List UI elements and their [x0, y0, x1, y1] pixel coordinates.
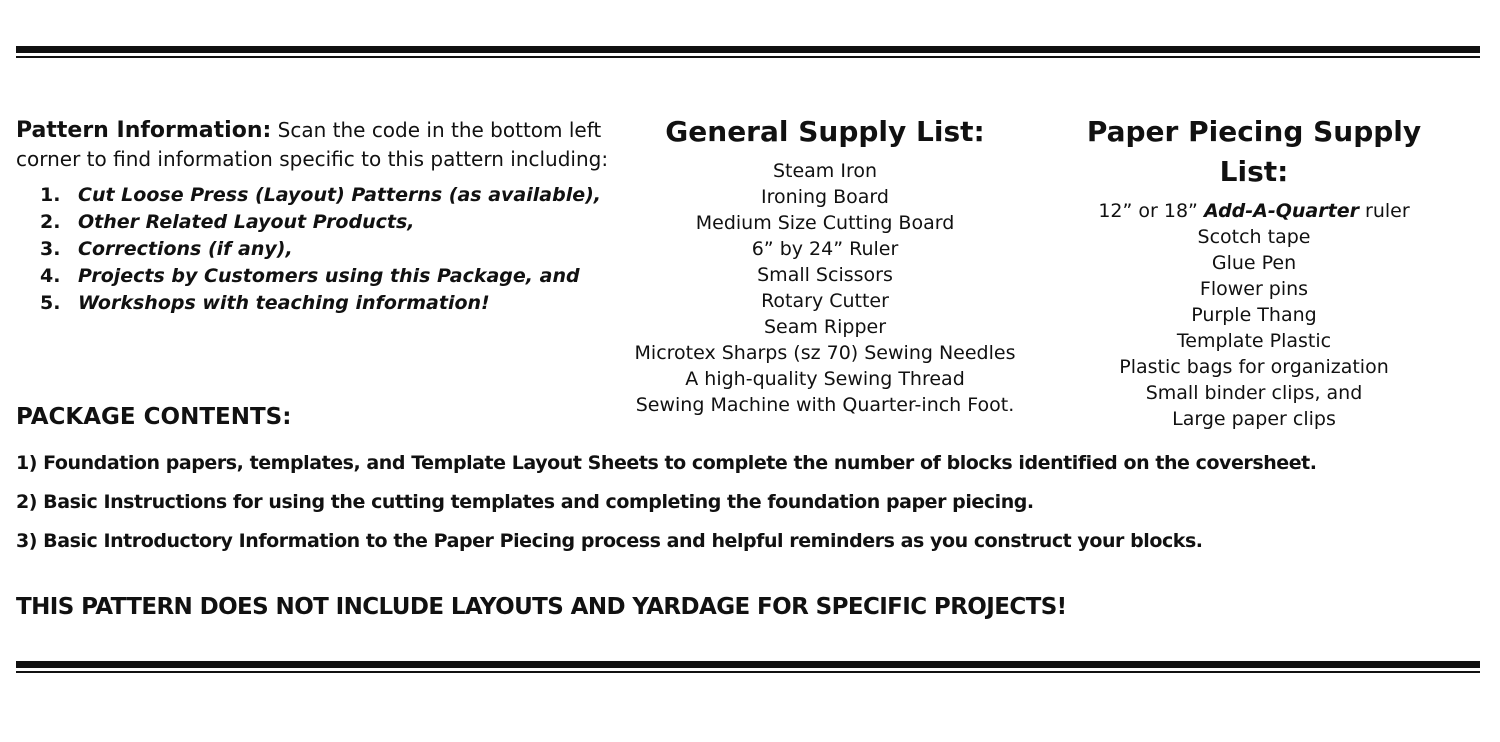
list-item: Template Plastic: [1176, 330, 1332, 352]
general-supply-title: General Supply List:: [665, 115, 985, 148]
list-item: Large paper clips: [1172, 408, 1336, 430]
list-item: Microtex Sharps (sz 70) Sewing Needles: [634, 342, 1016, 364]
list-item: 2) Basic Instructions for using the cutting templates and completing the foundation paper piecing.: [16, 491, 1034, 513]
package-contents-heading: PACKAGE CONTENTS:: [16, 404, 292, 430]
list-item: 5. Workshops with teaching information!: [40, 292, 490, 314]
paper-piecing-supply-title: Paper Piecing Supply List:: [1086, 115, 1422, 188]
list-item: Plastic bags for organization: [1119, 356, 1389, 378]
list-item: 6” by 24” Ruler: [751, 238, 899, 260]
list-item: Medium Size Cutting Board: [695, 212, 955, 234]
paper-piecing-supply-list: [1054, 112, 1454, 432]
package-contents-list: [16, 452, 1486, 569]
list-item: Small Scissors: [757, 264, 893, 286]
list-item: Seam Ripper: [763, 316, 887, 338]
list-item: Steam Iron: [772, 160, 878, 182]
list-item: 4. Projects by Customers using this Package, and: [40, 265, 580, 287]
pattern-information-text: Scan the code in the bottom left corner to find information specific to this pattern including:: [16, 118, 609, 171]
list-item: 2. Other Related Layout Products,: [40, 211, 415, 233]
list-item: Sewing Machine with Quarter-inch Foot.: [635, 394, 1015, 416]
list-item: 1) Foundation papers, templates, and Template Layout Sheets to complete the number of blocks identified on the coversheet.: [16, 452, 1317, 474]
paper-piecing-supply-items: [1054, 198, 1454, 432]
bottom-divider: [16, 661, 1480, 673]
list-item: A high-quality Sewing Thread: [685, 368, 965, 390]
list-item: Ironing Board: [761, 186, 889, 208]
list-item: Purple Thang: [1191, 304, 1317, 326]
list-item: Scotch tape: [1197, 226, 1311, 248]
list-item: 3. Corrections (if any),: [40, 238, 293, 260]
pattern-notice: THIS PATTERN DOES NOT INCLUDE LAYOUTS AND YARDAGE FOR SPECIFIC PROJECTS!: [16, 594, 1067, 620]
list-item: 3) Basic Introductory Information to the Paper Piecing process and helpful reminders as you construct your blocks.: [16, 530, 1203, 552]
list-item: Small binder clips, and: [1145, 382, 1363, 404]
list-item: Flower pins: [1199, 278, 1309, 300]
pattern-information-list: [16, 182, 616, 317]
general-supply-items: [610, 158, 1040, 418]
list-item: 12” or 18” Add-A-Quarter ruler: [1098, 200, 1410, 222]
list-item: Glue Pen: [1211, 252, 1297, 274]
pattern-information-heading: Pattern Information:: [16, 118, 272, 143]
top-divider: [16, 46, 1480, 58]
pattern-information-section: [16, 116, 616, 317]
list-item: Rotary Cutter: [761, 290, 889, 312]
general-supply-list: [610, 112, 1040, 418]
pattern-information-paragraph: [16, 116, 616, 174]
list-item: 1. Cut Loose Press (Layout) Patterns (as available),: [40, 184, 602, 206]
